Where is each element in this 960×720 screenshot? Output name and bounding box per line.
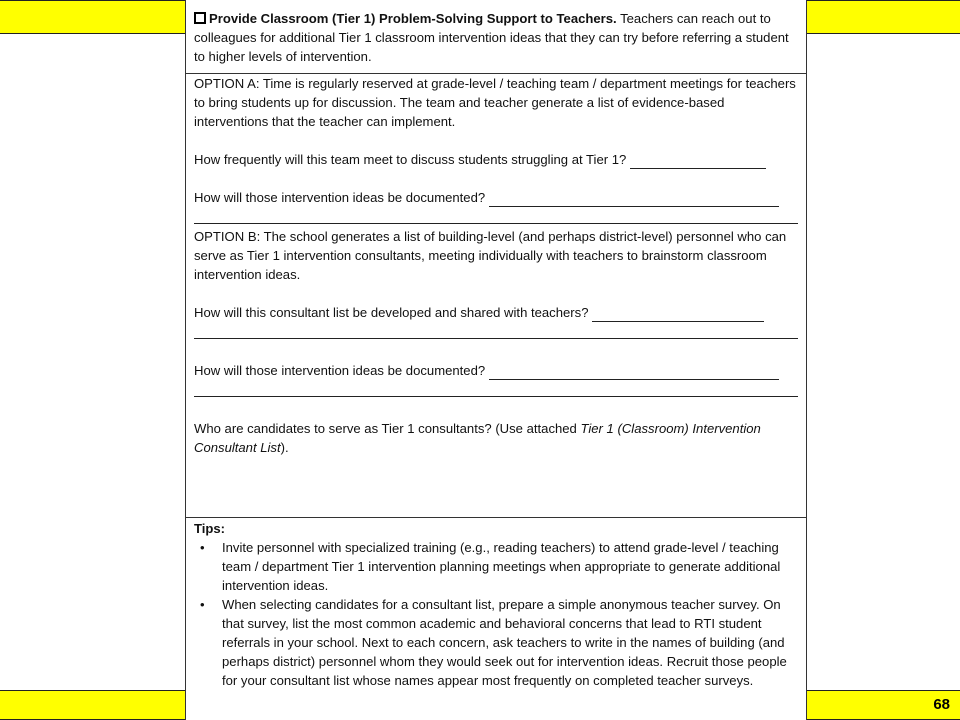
tip-item bbox=[194, 595, 798, 690]
option-a-text: OPTION A: Time is regularly reserved at grade-level / teaching team / department meetings for teachers to bring students up for discussion. The team and teacher generate a list of evidence-based interventions that the teacher can implement. bbox=[194, 76, 796, 129]
tip-item bbox=[194, 538, 798, 595]
bullet-icon: • bbox=[200, 597, 205, 612]
frequency-answer-line[interactable] bbox=[630, 156, 766, 169]
tips-title: Tips: bbox=[194, 521, 226, 536]
documentation-answer-line-a-2[interactable] bbox=[194, 222, 798, 224]
tip-text: Invite personnel with specialized training (e.g., reading teachers) to attend grade-level / teaching team / department Tier 1 intervention planning meetings when appropriate to generate additional intervention ideas. bbox=[222, 540, 781, 593]
tip-text: When selecting candidates for a consultant list, prepare a simple anonymous teacher survey. On that survey, list the most common academic and behavioral concerns that lead to RTI student referrals in your school. Next to each concern, ask teachers to write in the names of building (and perhaps district) personnel whom they would seek out for intervention ideas. Recruit those people for your consultant list whose names appear most frequently on completed teacher surveys. bbox=[222, 597, 787, 688]
tips-list bbox=[194, 538, 798, 690]
section-tips bbox=[186, 518, 806, 720]
option-a-q1 bbox=[194, 150, 798, 169]
option-b-q1 bbox=[194, 303, 798, 322]
option-b-q2 bbox=[194, 361, 798, 380]
page-number: 68 bbox=[933, 696, 950, 713]
header-paragraph bbox=[194, 9, 798, 66]
bullet-icon: • bbox=[200, 540, 205, 555]
checkbox-icon[interactable] bbox=[194, 12, 206, 24]
consultant-list-answer-line-2[interactable] bbox=[194, 337, 798, 339]
section-header bbox=[186, 0, 806, 74]
option-a-q2-label: How will those intervention ideas be documented? bbox=[194, 190, 486, 205]
consultant-list-reference: Tier 1 (Classroom) Intervention Consultant List bbox=[194, 421, 761, 455]
documentation-answer-line-b[interactable] bbox=[489, 367, 779, 380]
documentation-answer-line-a[interactable] bbox=[489, 194, 779, 207]
documentation-answer-line-b-2[interactable] bbox=[194, 395, 798, 397]
option-b-q3 bbox=[194, 419, 798, 457]
option-b-q2-label: How will those intervention ideas be documented? bbox=[194, 363, 486, 378]
option-a-q2 bbox=[194, 188, 798, 207]
header-title: Provide Classroom (Tier 1) Problem-Solving Support to Teachers. bbox=[209, 11, 617, 26]
option-b-q1-label: How will this consultant list be developed and shared with teachers? bbox=[194, 305, 589, 320]
option-b-text: OPTION B: The school generates a list of building-level (and perhaps district-level) personnel who can serve as Tier 1 intervention consultants, meeting individually with teachers to brainstorm classroom intervention ideas. bbox=[194, 229, 787, 282]
section-options bbox=[186, 74, 806, 518]
header-intro: Teachers can reach out to colleagues for additional Tier 1 classroom intervention ideas that they can try before referring a student to higher levels of intervention. bbox=[194, 11, 789, 64]
option-b-q3-start: Who are candidates to serve as Tier 1 consultants? (Use attached bbox=[194, 421, 581, 436]
worksheet-document bbox=[185, 0, 807, 720]
consultant-list-answer-line[interactable] bbox=[592, 309, 764, 322]
option-a-q1-label: How frequently will this team meet to discuss students struggling at Tier 1? bbox=[194, 152, 627, 167]
option-b-q3-end: ). bbox=[280, 440, 289, 455]
